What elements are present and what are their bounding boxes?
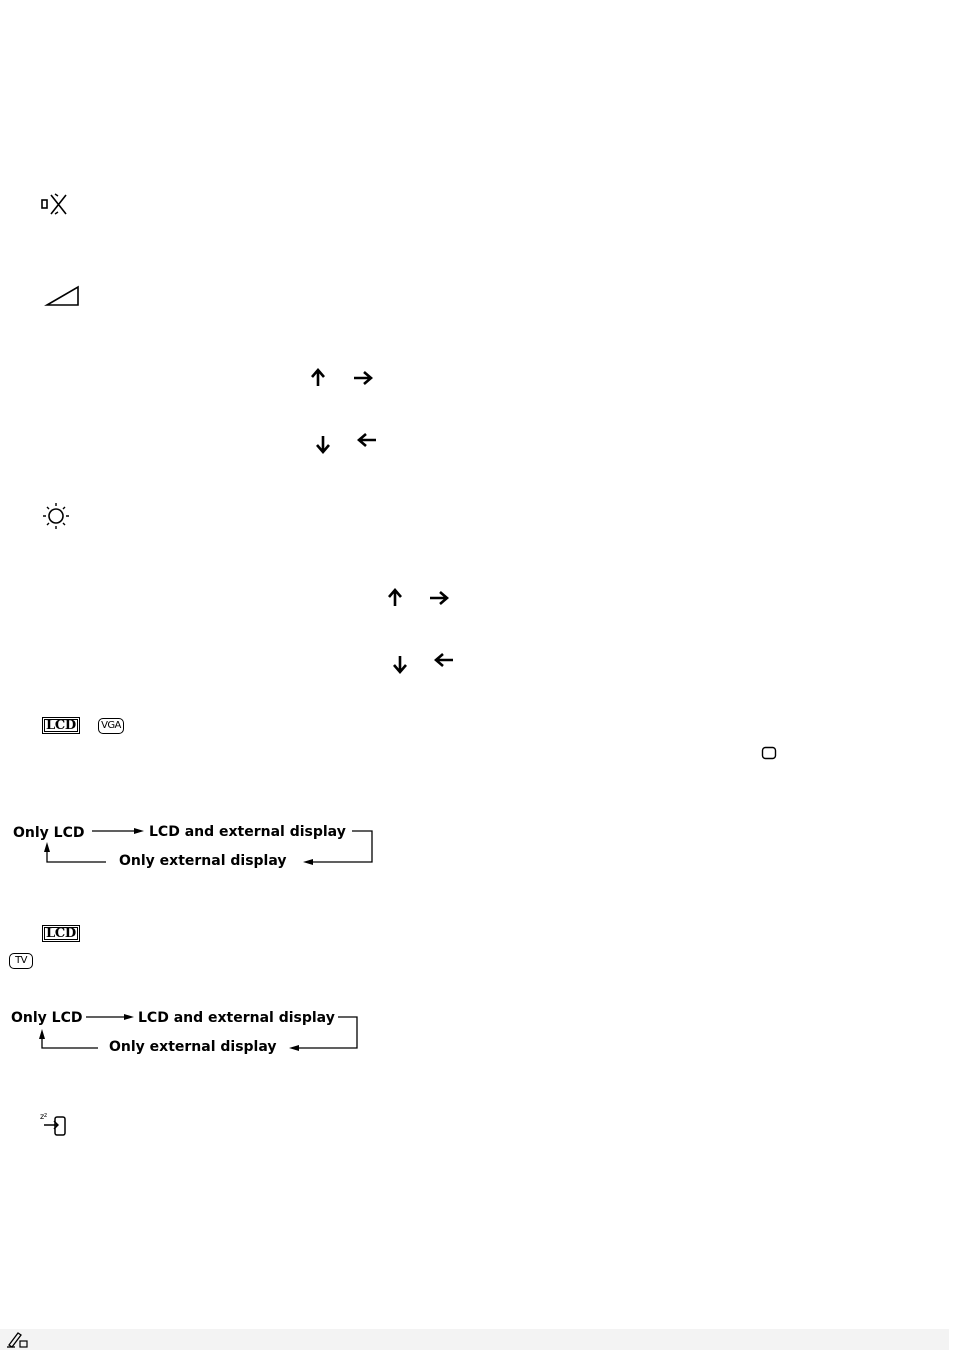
flow-node-lcd-and-external: LCD and external display: [149, 824, 346, 840]
flow-node-only-lcd: Only LCD: [13, 825, 85, 841]
arrow-right-icon: [428, 589, 450, 607]
arrow-left-icon: [433, 651, 455, 669]
brightness-icon: [41, 501, 71, 531]
flow-node-only-lcd: Only LCD: [11, 1010, 83, 1026]
note-bar: [0, 1329, 949, 1350]
flow-connectors: [0, 815, 400, 875]
note-icon: [6, 1330, 30, 1348]
mute-icon: [40, 192, 70, 218]
arrow-up-icon: [309, 368, 327, 388]
monitor-icon: [761, 746, 777, 760]
standby-icon: [40, 1111, 70, 1139]
arrow-down-icon: [391, 654, 409, 674]
lcd-key-label: LCD: [42, 717, 80, 734]
flow-node-only-external: Only external display: [119, 853, 287, 869]
arrow-right-icon: [352, 369, 374, 387]
lcd-key-label: LCD: [42, 925, 80, 942]
flow-node-only-external: Only external display: [109, 1039, 277, 1055]
arrow-up-icon: [386, 588, 404, 608]
tv-key-label: TV: [9, 953, 33, 969]
flow-node-lcd-and-external: LCD and external display: [138, 1010, 335, 1026]
vga-key-label: VGA: [98, 718, 124, 734]
flow-connectors: [0, 1000, 400, 1060]
svg-text:z: z: [40, 1112, 45, 1121]
arrow-down-icon: [314, 434, 332, 454]
arrow-left-icon: [356, 431, 378, 449]
volume-icon: [45, 285, 81, 307]
svg-text:z: z: [44, 1112, 48, 1119]
